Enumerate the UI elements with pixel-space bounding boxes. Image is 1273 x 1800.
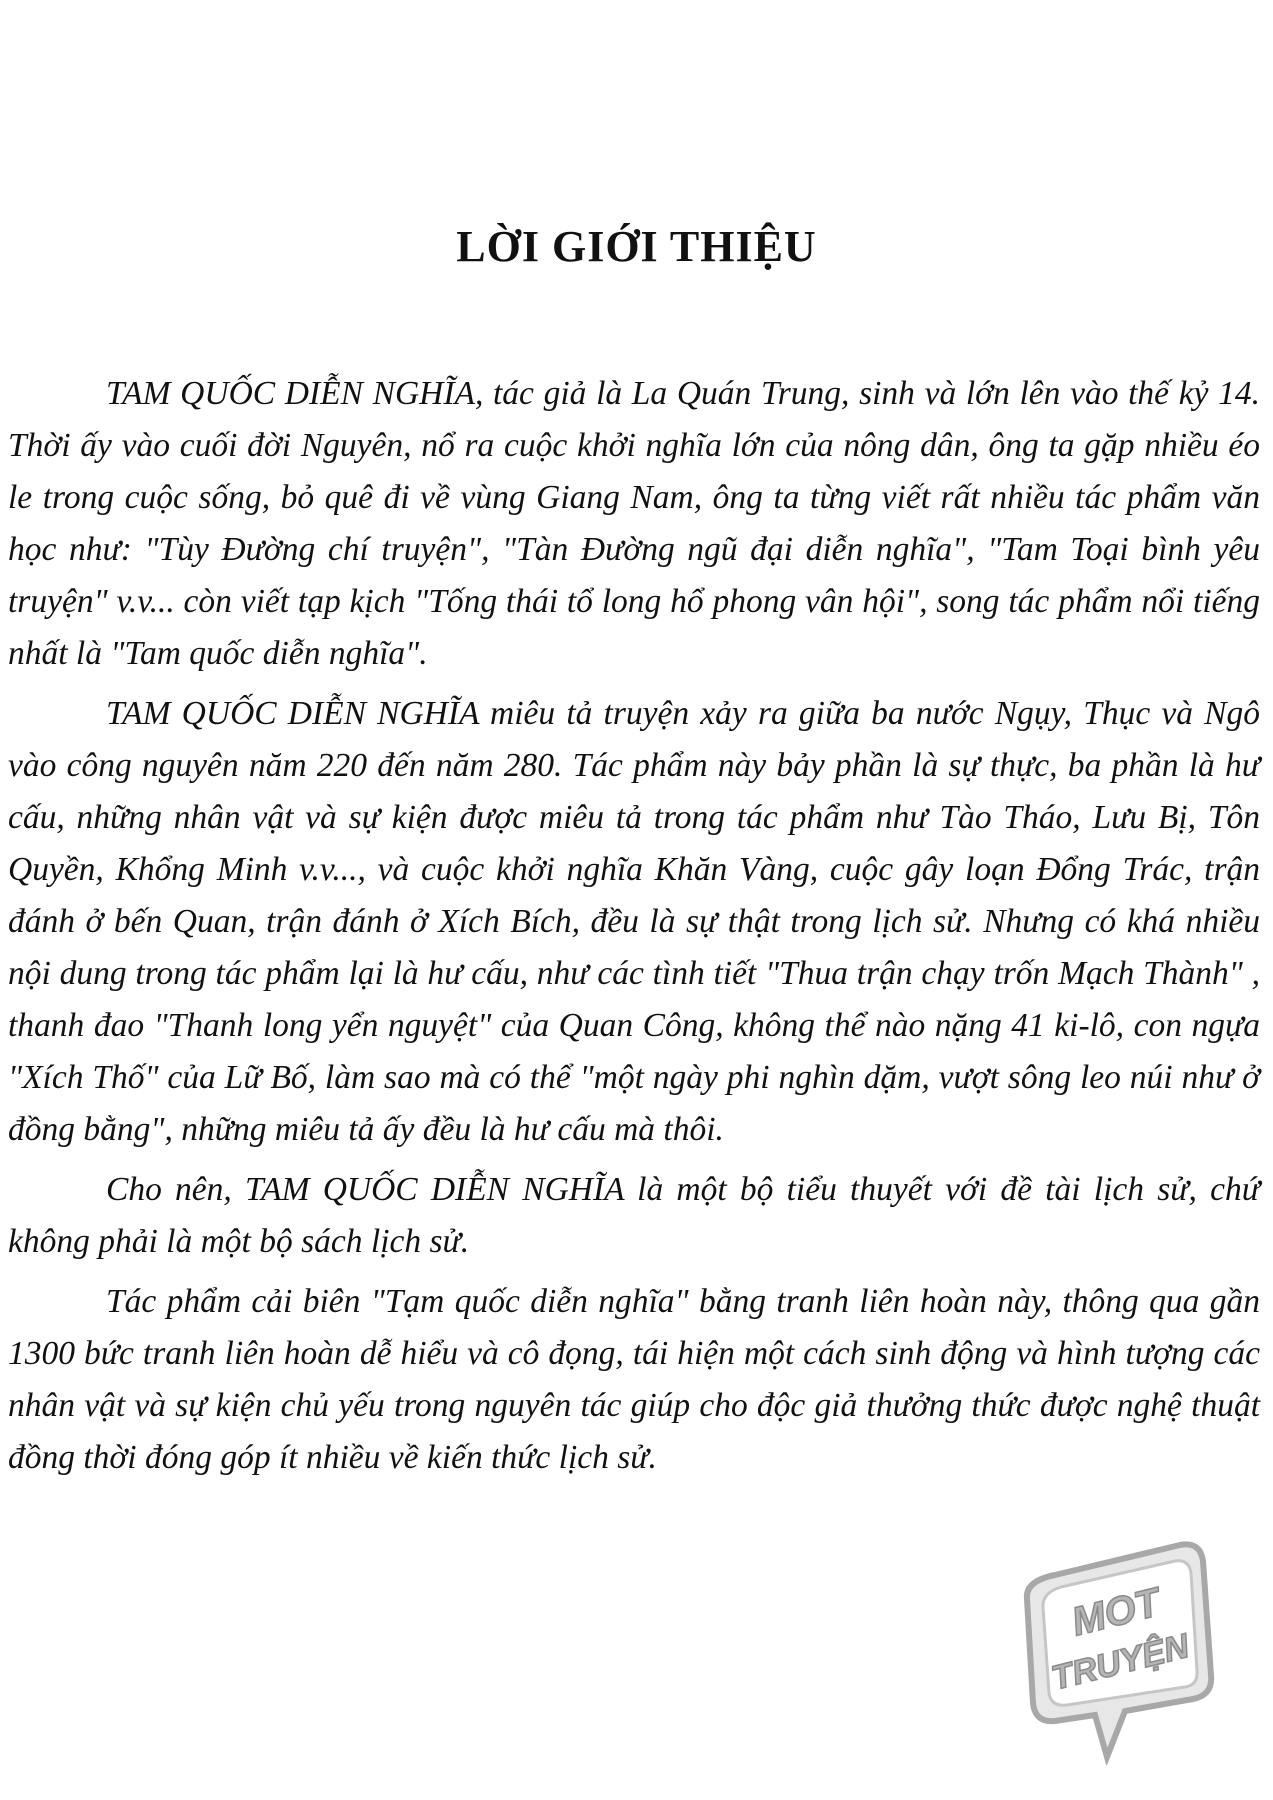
page-title: LỜI GIỚI THIỆU xyxy=(456,222,817,272)
paragraph-1: TAM QUỐC DIỄN NGHĨA, tác giả là La Quán Trung, sinh và lớn lên vào thế kỷ 14. Thời ấy vào cuối đời Nguyên, nổ ra cuộc khởi nghĩa lớn của nông dân, ông ta gặp nhiều éo le trong cuộc sống, bỏ quê đi về vùng Giang Nam, ông ta từng viết rất nhiều tác phẩm văn học như: "Tùy Đường chí truyện", "Tàn Đường ngũ đại diễn nghĩa", "Tam Toại bình yêu truyện" v.v... còn viết tạp kịch "Tống thái tổ long hổ phong vân hội", song tác phẩm nổi tiếng nhất là "Tam quốc diễn nghĩa". xyxy=(8,375,1260,672)
watermark-text-top: MOT xyxy=(1067,1580,1165,1645)
paragraph-2: TAM QUỐC DIỄN NGHĨA miêu tả truyện xảy ra giữa ba nước Ngụy, Thục và Ngô vào công nguyên năm 220 đến năm 280. Tác phẩm này bảy phần là sự thực, ba phần là hư cấu, những nhân vật và sự kiện được miêu tả trong tác phẩm như Tào Tháo, Lưu Bị, Tôn Quyền, Khổng Minh v.v..., và cuộc khởi nghĩa Khăn Vàng, cuộc gây loạn Đổng Trác, trận đánh ở bến Quan, trận đánh ở Xích Bích, đều là sự thật trong lịch sử. Nhưng có khá nhiều nội dung trong tác phẩm lại là hư cấu, như các tình tiết "Thua trận chạy trốn Mạch Thành" , thanh đao "Thanh long yển nguyệt" của Quan Công, không thể nào nặng 41 ki-lô, con ngựa "Xích Thố" của Lữ Bố, làm sao mà có thể "một ngày phi nghìn dặm, vượt sông leo núi như ở đồng bằng", những miêu tả ấy đều là hư cấu mà thôi. xyxy=(8,695,1260,1148)
paragraph-4: Tác phẩm cải biên "Tạm quốc diễn nghĩa" bằng tranh liên hoàn này, thông qua gần 1300 bức tranh liên hoàn dễ hiểu và cô đọng, tái hiện một cách sinh động và hình tượng các nhân vật và sự kiện chủ yếu trong nguyên tác giúp cho độc giả thưởng thức được nghệ thuật đồng thời đóng góp ít nhiều về kiến thức lịch sử. xyxy=(8,1283,1260,1476)
paragraph-3: Cho nên, TAM QUỐC DIỄN NGHĨA là một bộ tiểu thuyết với đề tài lịch sử, chứ không phải là một bộ sách lịch sử. xyxy=(8,1171,1260,1260)
watermark-text-bottom: TRUYỆN xyxy=(1047,1626,1193,1698)
introduction-body xyxy=(8,368,1260,1484)
speech-bubble-logo-icon xyxy=(1015,1525,1215,1765)
